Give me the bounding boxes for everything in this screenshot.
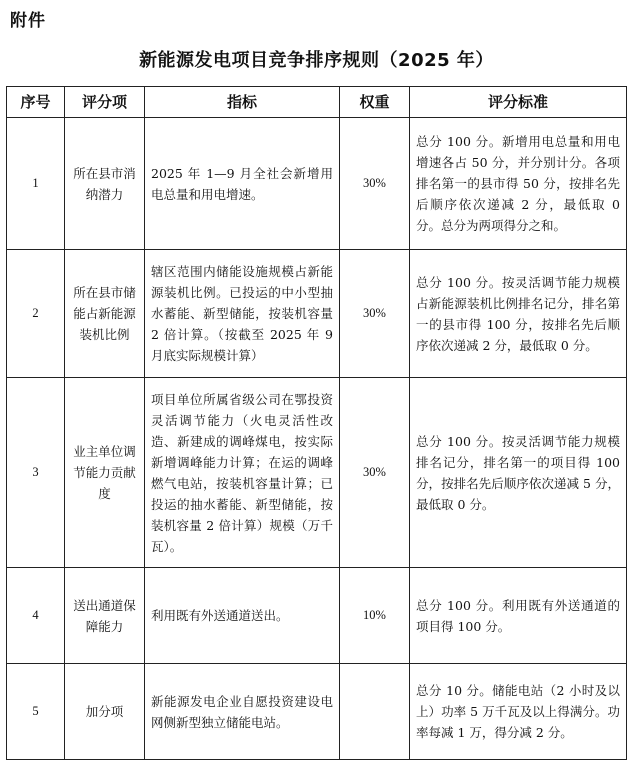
table-header-row	[7, 87, 627, 118]
row-item: 所在县市储能占新能源装机比例	[65, 250, 145, 378]
scoring-rules-table	[6, 86, 627, 760]
row-number: 5	[7, 664, 65, 760]
row-criteria: 总分 100 分。利用既有外送通道的项目得 100 分。	[410, 568, 627, 664]
header-no: 序号	[7, 87, 65, 118]
table-row	[7, 568, 627, 664]
row-indicator: 新能源发电企业自愿投资建设电网侧新型独立储能电站。	[145, 664, 340, 760]
header-item: 评分项	[65, 87, 145, 118]
header-criteria: 评分标准	[410, 87, 627, 118]
row-number: 1	[7, 118, 65, 250]
header-indicator: 指标	[145, 87, 340, 118]
row-criteria: 总分 10 分。储能电站（2 小时及以上）功率 5 万千瓦及以上得满分。功率每减 1 万，得分减 2 分。	[410, 664, 627, 760]
row-criteria: 总分 100 分。按灵活调节能力规模占新能源装机比例排名记分，排名第一的县市得 100 分，按排名先后顺序依次递减 2 分，最低取 0 分。	[410, 250, 627, 378]
attachment-label: 附件	[10, 11, 46, 31]
table-row	[7, 664, 627, 760]
row-number: 3	[7, 378, 65, 568]
row-criteria: 总分 100 分。新增用电总量和用电增速各占 50 分，并分别计分。各项排名第一的县市得 50 分，按排名先后顺序依次递减 2 分，最低取 0 分。总分为两项得分之和。	[410, 118, 627, 250]
document-title: 新能源发电项目竞争排序规则（2025 年）	[139, 50, 494, 71]
row-criteria: 总分 100 分。按灵活调节能力规模排名记分，排名第一的项目得 100 分，按排名先后顺序依次递减 5 分，最低取 0 分。	[410, 378, 627, 568]
row-item: 业主单位调节能力贡献度	[65, 378, 145, 568]
row-weight: 30%	[340, 378, 410, 568]
table-row	[7, 378, 627, 568]
row-item: 加分项	[65, 664, 145, 760]
table-row	[7, 118, 627, 250]
row-weight: 10%	[340, 568, 410, 664]
row-weight: 30%	[340, 118, 410, 250]
row-indicator: 辖区范围内储能设施规模占新能源装机比例。已投运的中小型抽水蓄能、新型储能，按装机容量 2 倍计算。（按截至 2025 年 9 月底实际规模计算）	[145, 250, 340, 378]
row-number: 2	[7, 250, 65, 378]
table-row	[7, 250, 627, 378]
row-weight	[340, 664, 410, 760]
row-indicator: 项目单位所属省级公司在鄂投资灵活调节能力（火电灵活性改造、新建成的调峰煤电，按实际新增调峰能力计算；在运的调峰燃气电站，按装机容量计算；已投运的抽水蓄能、新型储能，按装机容量 2 倍计算）规模（万千瓦）。	[145, 378, 340, 568]
row-item: 所在县市消纳潜力	[65, 118, 145, 250]
row-weight: 30%	[340, 250, 410, 378]
row-item: 送出通道保障能力	[65, 568, 145, 664]
row-indicator: 2025 年 1—9 月全社会新增用电总量和用电增速。	[145, 118, 340, 250]
header-weight: 权重	[340, 87, 410, 118]
row-number: 4	[7, 568, 65, 664]
row-indicator: 利用既有外送通道送出。	[145, 568, 340, 664]
